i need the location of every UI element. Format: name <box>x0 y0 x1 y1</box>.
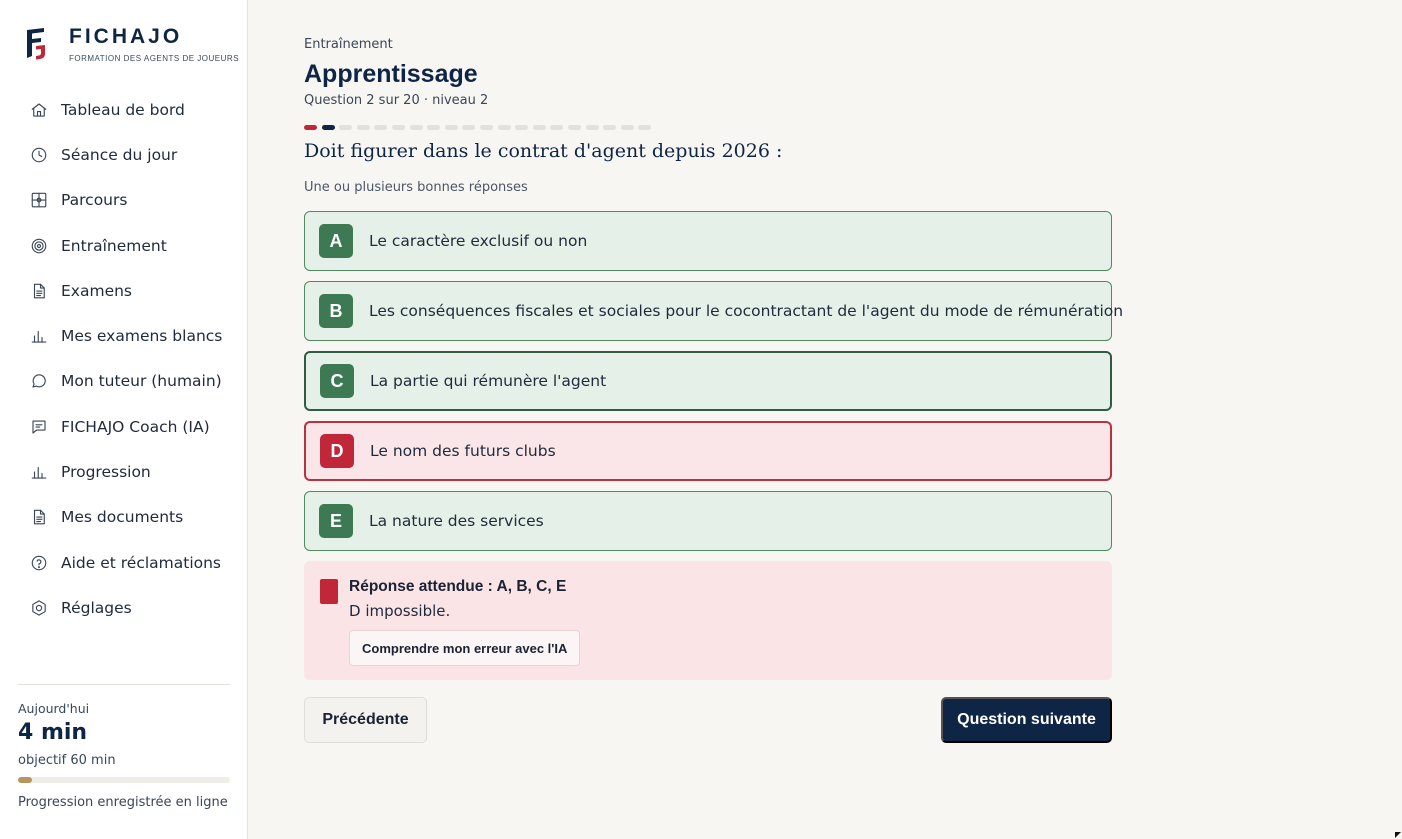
fichajo-logo-icon <box>24 26 50 60</box>
sidebar-item-label: Mes examens blancs <box>61 327 223 346</box>
feedback-title: Réponse attendue : A, B, C, E <box>349 578 567 595</box>
answer-option-d[interactable] <box>304 421 1112 481</box>
today-progress-bar <box>18 777 230 783</box>
sidebar-item-human-tutor[interactable] <box>28 359 238 404</box>
progress-dot <box>357 125 370 130</box>
home-icon <box>28 99 50 121</box>
progress-dot <box>304 125 317 130</box>
progress-dot <box>550 125 563 130</box>
answer-option-e[interactable] <box>304 491 1112 551</box>
answer-text: Le caractère exclusif ou non <box>369 232 588 250</box>
previous-button[interactable]: Précédente <box>304 697 427 743</box>
message-square-icon <box>28 416 50 438</box>
progress-dot <box>410 125 423 130</box>
today-progress-fill <box>18 777 32 783</box>
progress-dot <box>586 125 599 130</box>
sidebar-divider <box>18 684 230 685</box>
progress-dot <box>621 125 634 130</box>
progress-dot <box>462 125 475 130</box>
saved-note: Progression enregistrée en ligne <box>18 795 228 810</box>
today-goal: objectif 60 min <box>18 753 116 768</box>
sidebar-item-mock-exams[interactable] <box>28 313 238 358</box>
progress-dot <box>603 125 616 130</box>
breadcrumb[interactable]: Entraînement <box>304 37 393 52</box>
sidebar-item-daily-session[interactable] <box>28 132 238 177</box>
progress-dot <box>392 125 405 130</box>
answer-text: La partie qui rémunère l'agent <box>370 372 607 390</box>
sidebar-nav <box>28 87 238 631</box>
question-counter: Question 2 sur 20 · niveau 2 <box>304 93 489 108</box>
brand[interactable] <box>24 26 239 63</box>
target-icon <box>28 235 50 257</box>
answer-text: Le nom des futurs clubs <box>370 442 556 460</box>
progress-dot <box>638 125 651 130</box>
answer-list <box>304 211 1124 561</box>
answer-letter: B <box>319 294 353 328</box>
sidebar-item-dashboard[interactable] <box>28 87 238 132</box>
sidebar-item-documents[interactable] <box>28 495 238 540</box>
progress-dot <box>374 125 387 130</box>
page-title: Apprentissage <box>304 60 478 88</box>
sidebar-item-settings[interactable] <box>28 585 238 630</box>
sidebar-item-label: Aide et réclamations <box>61 553 222 572</box>
brand-subtitle: FORMATION DES AGENTS DE JOUEURS <box>69 54 240 63</box>
answer-hint: Une ou plusieurs bonnes réponses <box>304 180 528 195</box>
progress-dot <box>427 125 440 130</box>
today-time-value: 4 min <box>18 720 88 745</box>
answer-option-c[interactable] <box>304 351 1112 411</box>
bar-chart-icon <box>28 325 50 347</box>
main-content <box>248 0 1402 839</box>
answer-option-b[interactable] <box>304 281 1124 341</box>
answer-letter: A <box>319 224 353 258</box>
progress-dot <box>480 125 493 130</box>
progress-dot <box>568 125 581 130</box>
sidebar-item-exams[interactable] <box>28 268 238 313</box>
answer-letter: C <box>320 364 354 398</box>
bar-chart-icon <box>28 461 50 483</box>
sidebar <box>0 0 248 839</box>
sidebar-item-help[interactable] <box>28 540 238 585</box>
settings-icon <box>28 597 50 619</box>
progress-dot <box>515 125 528 130</box>
question-text: Doit figurer dans le contrat d'agent depuis 2026 : <box>304 140 783 162</box>
document-icon <box>28 280 50 302</box>
sidebar-item-progression[interactable] <box>28 449 238 494</box>
question-progress-dots <box>304 125 656 130</box>
error-marker-icon <box>320 579 338 604</box>
clock-icon <box>28 144 50 166</box>
sidebar-item-label: FICHAJO Coach (IA) <box>61 417 210 436</box>
mouse-cursor-icon <box>1395 832 1401 838</box>
sidebar-item-label: Mes documents <box>61 508 184 527</box>
next-question-button[interactable]: Question suivante <box>941 697 1112 743</box>
progress-dot <box>445 125 458 130</box>
today-label: Aujourd'hui <box>18 701 90 716</box>
sidebar-item-label: Parcours <box>61 191 128 210</box>
sidebar-item-training[interactable] <box>28 223 238 268</box>
answer-letter: D <box>320 434 354 468</box>
brand-name: FICHAJO <box>69 25 183 48</box>
progress-dot <box>533 125 546 130</box>
sidebar-item-label: Tableau de bord <box>61 100 185 119</box>
answer-letter: E <box>319 504 353 538</box>
sidebar-item-label: Réglages <box>61 598 132 617</box>
sidebar-item-label: Progression <box>61 463 151 482</box>
help-circle-icon <box>28 552 50 574</box>
sidebar-item-label: Entraînement <box>61 236 167 255</box>
answer-text: Les conséquences fiscales et sociales pour le cocontractant de l'agent du mode de rémunération <box>369 302 1124 320</box>
map-icon <box>28 189 50 211</box>
feedback-detail: D impossible. <box>349 602 451 620</box>
feedback-panel <box>304 561 1112 680</box>
answer-text: La nature des services <box>369 512 544 530</box>
sidebar-item-label: Mon tuteur (humain) <box>61 372 222 391</box>
progress-dot <box>498 125 511 130</box>
sidebar-item-label: Examens <box>61 281 132 300</box>
progress-dot <box>322 125 335 130</box>
explain-error-ai-button[interactable]: Comprendre mon erreur avec l'IA <box>349 630 580 666</box>
chat-bubble-icon <box>28 370 50 392</box>
answer-option-a[interactable] <box>304 211 1112 271</box>
progress-dot <box>339 125 352 130</box>
document-icon <box>28 506 50 528</box>
sidebar-item-label: Séance du jour <box>61 145 178 164</box>
sidebar-item-parcours[interactable] <box>28 178 238 223</box>
sidebar-item-ai-coach[interactable] <box>28 404 238 449</box>
